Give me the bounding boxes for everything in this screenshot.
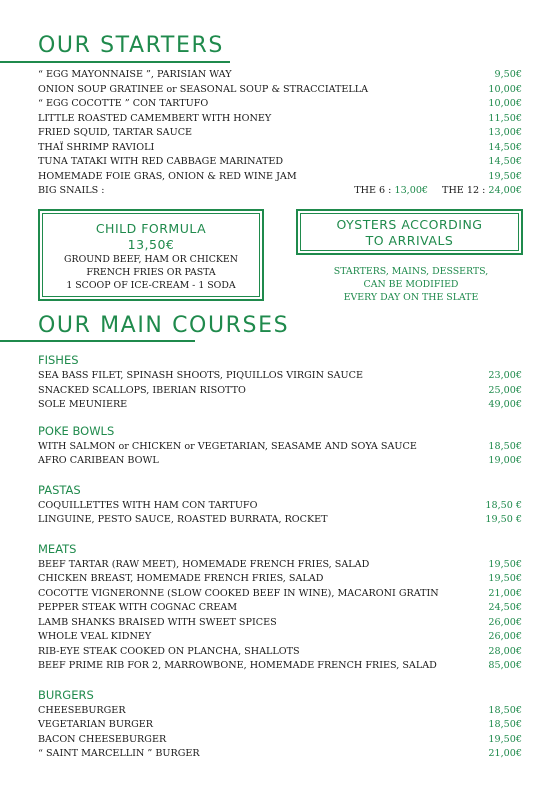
item-name: “ SAINT MARCELLIN ” BURGER [38, 748, 200, 759]
item-name: HOMEMADE FOIE GRAS, ONION & RED WINE JAM [38, 170, 297, 182]
item-price: 85,00€ [488, 660, 522, 671]
snails-six-price: 13,00€ [394, 185, 429, 196]
snails-six [354, 184, 428, 199]
item-name: CHEESEBURGER [38, 704, 126, 716]
item-price: 9,50€ [494, 69, 522, 80]
item-price: 18,50 € [485, 499, 522, 511]
menu-item [38, 112, 522, 127]
menu-item [38, 630, 522, 645]
item-price: 18,50€ [488, 719, 522, 730]
child-formula-price: 13,50€ [127, 237, 175, 252]
menu-item [38, 616, 522, 631]
snails-twelve-label: THE 12 : [442, 185, 486, 196]
category-poke-bowls [38, 423, 522, 469]
item-name: FRIED SQUID, TARTAR SAUCE [38, 127, 193, 138]
item-name: ONION SOUP GRATINEE or SEASONAL SOUP & STRACCIATELLA [38, 83, 369, 95]
item-name: WHOLE VEAL KIDNEY [38, 631, 152, 642]
item-price: 14,50€ [488, 156, 522, 167]
child-formula-box [38, 209, 264, 301]
category-title: FISHES [38, 353, 79, 367]
menu-item [38, 747, 522, 762]
starters-title-rule [0, 61, 230, 63]
category-title: POKE BOWLS [38, 423, 115, 438]
item-price: 19,50€ [488, 558, 522, 570]
menu-item [38, 126, 522, 141]
item-name: BEEF TARTAR (RAW MEET), HOMEMADE FRENCH FRIES, SALAD [38, 558, 370, 570]
item-name: PEPPER STEAK WITH COGNAC CREAM [38, 602, 238, 613]
item-price: 13,00€ [488, 127, 522, 138]
menu-item [38, 454, 522, 469]
item-name: BIG SNAILS : [38, 185, 105, 196]
item-price: 18,50€ [488, 440, 522, 452]
item-name: LITTLE ROASTED CAMEMBERT WITH HONEY [38, 112, 272, 124]
category-meats [38, 541, 522, 674]
starters-list [38, 68, 522, 199]
item-name: LINGUINE, PESTO SAUCE, ROASTED BURRATA, ROCKET [38, 514, 328, 525]
item-name: “ EGG COCOTTE ” CON TARTUFO [38, 98, 209, 109]
item-name: BACON CHEESEBURGER [38, 733, 167, 745]
item-price: 25,00€ [488, 384, 522, 396]
child-formula-line: 1 SCOOP OF ICE-CREAM - 1 SODA [66, 280, 236, 291]
item-price: 49,00€ [488, 399, 522, 410]
item-price: 14,50€ [488, 141, 522, 153]
menu-item [38, 170, 522, 185]
mains-list [38, 352, 522, 762]
item-name: RIB-EYE STEAK COOKED ON PLANCHA, SHALLOTS [38, 645, 300, 657]
slate-note-line: CAN BE MODIFIED [363, 279, 459, 290]
item-price: 11,50€ [488, 112, 522, 124]
menu-item [38, 97, 522, 112]
menu-item [38, 558, 522, 573]
item-price: 24,50€ [488, 602, 522, 613]
menu-item [38, 384, 522, 399]
item-price: 19,00€ [488, 455, 522, 466]
menu-item [38, 733, 522, 748]
menu-item [38, 83, 522, 98]
item-name: TUNA TATAKI WITH RED CABBAGE MARINATED [38, 156, 284, 167]
menu-item [38, 141, 522, 156]
starters-title: OUR STARTERS [38, 33, 224, 58]
item-price: 26,00€ [488, 631, 522, 642]
menu-item [38, 572, 522, 587]
item-price: 21,00€ [488, 748, 522, 759]
item-price: 19,50 € [485, 514, 522, 525]
menu-item [38, 704, 522, 719]
item-name: “ EGG MAYONNAISE ”, PARISIAN WAY [38, 69, 232, 80]
item-name: SOLE MEUNIERE [38, 399, 128, 410]
child-formula-line: GROUND BEEF, HAM OR CHICKEN [64, 254, 238, 265]
slate-note [298, 265, 524, 304]
item-name: COQUILLETTES WITH HAM CON TARTUFO [38, 499, 258, 511]
snails-twelve-price: 24,00€ [488, 185, 522, 196]
item-price: 21,00€ [488, 587, 522, 599]
item-price: 19,50€ [488, 573, 522, 584]
item-name: SEA BASS FILET, SPINASH SHOOTS, PIQUILLOS VIRGIN SAUCE [38, 370, 363, 381]
snails-prices [354, 184, 522, 199]
item-price: 18,50€ [488, 704, 522, 716]
item-price: 26,00€ [488, 616, 522, 628]
item-price: 10,00€ [488, 98, 522, 109]
menu-item [38, 155, 522, 170]
category-title: MEATS [38, 541, 77, 556]
menu-item [38, 645, 522, 660]
item-name: WITH SALMON or CHICKEN or VEGETARIAN, SEASAME AND SOYA SAUCE [38, 440, 417, 452]
item-name: THAÏ SHRIMP RAVIOLI [38, 141, 155, 153]
slate-note-line: STARTERS, MAINS, DESSERTS, [333, 266, 489, 277]
category-title: BURGERS [38, 687, 94, 702]
category-pastas [38, 482, 522, 528]
snails-twelve [442, 184, 522, 199]
item-name: VEGETARIAN BURGER [38, 719, 154, 730]
menu-item [38, 513, 522, 528]
menu-item [38, 68, 522, 83]
menu-item [38, 659, 522, 674]
item-price: 19,50€ [488, 733, 522, 745]
oysters-line1: OYSTERS ACCORDING [336, 217, 483, 232]
item-name: SNACKED SCALLOPS, IBERIAN RISOTTO [38, 384, 246, 396]
menu-item [38, 499, 522, 514]
oysters-box [296, 209, 523, 255]
mains-title: OUR MAIN COURSES [38, 313, 290, 338]
oysters-line2: TO ARRIVALS [365, 233, 454, 248]
snails-six-label: THE 6 : [354, 185, 392, 196]
item-price: 23,00€ [488, 370, 522, 381]
mains-title-rule [0, 340, 195, 342]
child-formula-title: CHILD FORMULA [95, 221, 207, 236]
item-price: 28,00€ [488, 645, 522, 657]
menu-item [38, 587, 522, 602]
child-formula-line: FRENCH FRIES OR PASTA [86, 267, 216, 278]
category-burgers [38, 687, 522, 762]
menu-item [38, 398, 522, 413]
item-price: 10,00€ [488, 83, 522, 95]
slate-note-line: EVERY DAY ON THE SLATE [343, 292, 479, 303]
item-name: LAMB SHANKS BRAISED WITH SWEET SPICES [38, 616, 277, 628]
item-name: BEEF PRIME RIB FOR 2, MARROWBONE, HOMEMADE FRENCH FRIES, SALAD [38, 660, 437, 671]
item-name: AFRO CARIBEAN BOWL [38, 455, 159, 466]
menu-item [38, 718, 522, 733]
item-price: 19,50€ [488, 170, 522, 182]
menu-item-snails [38, 184, 522, 199]
menu-item [38, 440, 522, 455]
item-name: COCOTTE VIGNERONNE (SLOW COOKED BEEF IN WINE), MACARONI GRATIN [38, 587, 439, 599]
category-title: PASTAS [38, 482, 81, 497]
item-name: CHICKEN BREAST, HOMEMADE FRENCH FRIES, SALAD [38, 573, 324, 584]
menu-item [38, 601, 522, 616]
category-fishes [38, 352, 522, 413]
menu-item [38, 369, 522, 384]
